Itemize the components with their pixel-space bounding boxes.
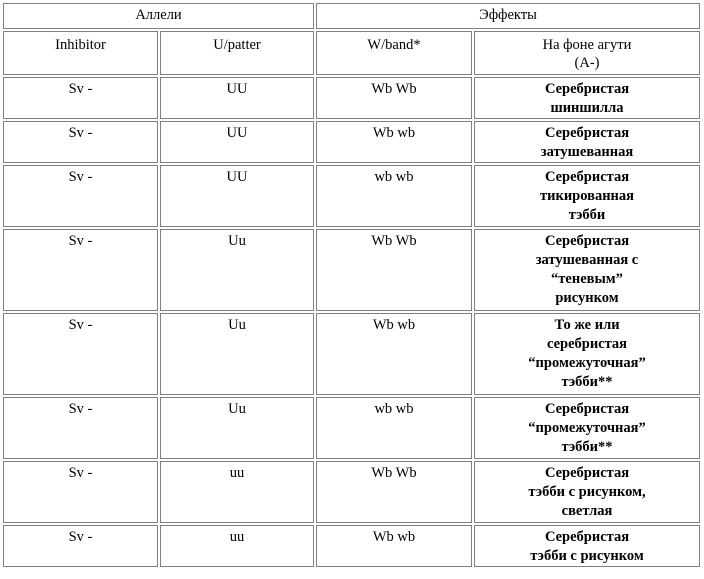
- effect-cell: [474, 77, 700, 119]
- upatter-column-header: U/patter: [160, 31, 314, 75]
- wband-cell: wb wb: [316, 165, 472, 227]
- effect-cell: [474, 229, 700, 311]
- effect-line: тэбби**: [561, 439, 613, 455]
- genetics-table: [1, 1, 702, 569]
- effect-line: Серебристая: [544, 401, 630, 417]
- effect-line: шиншилла: [550, 100, 624, 116]
- effect-line: Серебристая: [544, 125, 630, 141]
- effect-line: Серебристая: [544, 81, 630, 97]
- inhibitor-cell: Sv -: [3, 525, 158, 567]
- table-row: [3, 165, 700, 227]
- upatter-cell: uu: [160, 525, 314, 567]
- effect-line: тэбби с рисунком: [530, 548, 644, 564]
- upatter-cell: Uu: [160, 313, 314, 395]
- inhibitor-cell: Sv -: [3, 77, 158, 119]
- effect-cell: [474, 461, 700, 523]
- effect-line: “теневым”: [551, 271, 623, 287]
- table-row: [3, 313, 700, 395]
- effect-line: Серебристая: [544, 529, 630, 545]
- wband-cell: Wb Wb: [316, 77, 472, 119]
- table-row: [3, 525, 700, 567]
- inhibitor-cell: Sv -: [3, 121, 158, 163]
- table-row: [3, 397, 700, 459]
- effect-cell: [474, 525, 700, 567]
- header-row-groups: [3, 3, 700, 29]
- effect-line: То же или: [554, 317, 620, 333]
- wband-column-header: W/band*: [316, 31, 472, 75]
- inhibitor-cell: Sv -: [3, 397, 158, 459]
- table-row: [3, 461, 700, 523]
- inhibitor-cell: Sv -: [3, 313, 158, 395]
- effect-line: тэбби с рисунком,: [528, 484, 646, 500]
- background-column-header: [474, 31, 700, 75]
- inhibitor-cell: Sv -: [3, 229, 158, 311]
- table-row: [3, 229, 700, 311]
- background-header-line: На фоне агути: [542, 37, 632, 53]
- effect-line: затушеванная: [540, 144, 634, 160]
- effect-line: Серебристая: [544, 169, 630, 185]
- effects-header: Эффекты: [316, 3, 700, 29]
- effect-line: тэбби**: [561, 374, 613, 390]
- upatter-cell: UU: [160, 165, 314, 227]
- effect-line: Серебристая: [544, 465, 630, 481]
- inhibitor-cell: Sv -: [3, 461, 158, 523]
- upatter-cell: UU: [160, 121, 314, 163]
- effect-line: “промежуточная”: [528, 355, 646, 371]
- effect-cell: [474, 397, 700, 459]
- effect-line: тэбби: [568, 207, 606, 223]
- effect-line: серебристая: [546, 336, 628, 352]
- wband-cell: Wb Wb: [316, 229, 472, 311]
- effect-cell: [474, 121, 700, 163]
- inhibitor-cell: Sv -: [3, 165, 158, 227]
- effect-line: светлая: [561, 503, 613, 519]
- effect-line: “промежуточная”: [528, 420, 646, 436]
- upatter-cell: uu: [160, 461, 314, 523]
- upatter-cell: Uu: [160, 229, 314, 311]
- effect-cell: [474, 313, 700, 395]
- wband-cell: Wb wb: [316, 525, 472, 567]
- effect-line: Серебристая: [544, 233, 630, 249]
- upatter-cell: UU: [160, 77, 314, 119]
- wband-cell: Wb wb: [316, 313, 472, 395]
- wband-cell: Wb Wb: [316, 461, 472, 523]
- effect-line: рисунком: [555, 290, 619, 306]
- upatter-cell: Uu: [160, 397, 314, 459]
- background-header-line: (A-): [574, 55, 600, 71]
- table-row: [3, 77, 700, 119]
- effect-line: затушеванная с: [535, 252, 639, 268]
- wband-cell: Wb wb: [316, 121, 472, 163]
- effect-line: тикированная: [539, 188, 635, 204]
- header-row-columns: [3, 31, 700, 75]
- wband-cell: wb wb: [316, 397, 472, 459]
- table-row: [3, 121, 700, 163]
- alleles-header: Аллели: [3, 3, 314, 29]
- inhibitor-column-header: Inhibitor: [3, 31, 158, 75]
- effect-cell: [474, 165, 700, 227]
